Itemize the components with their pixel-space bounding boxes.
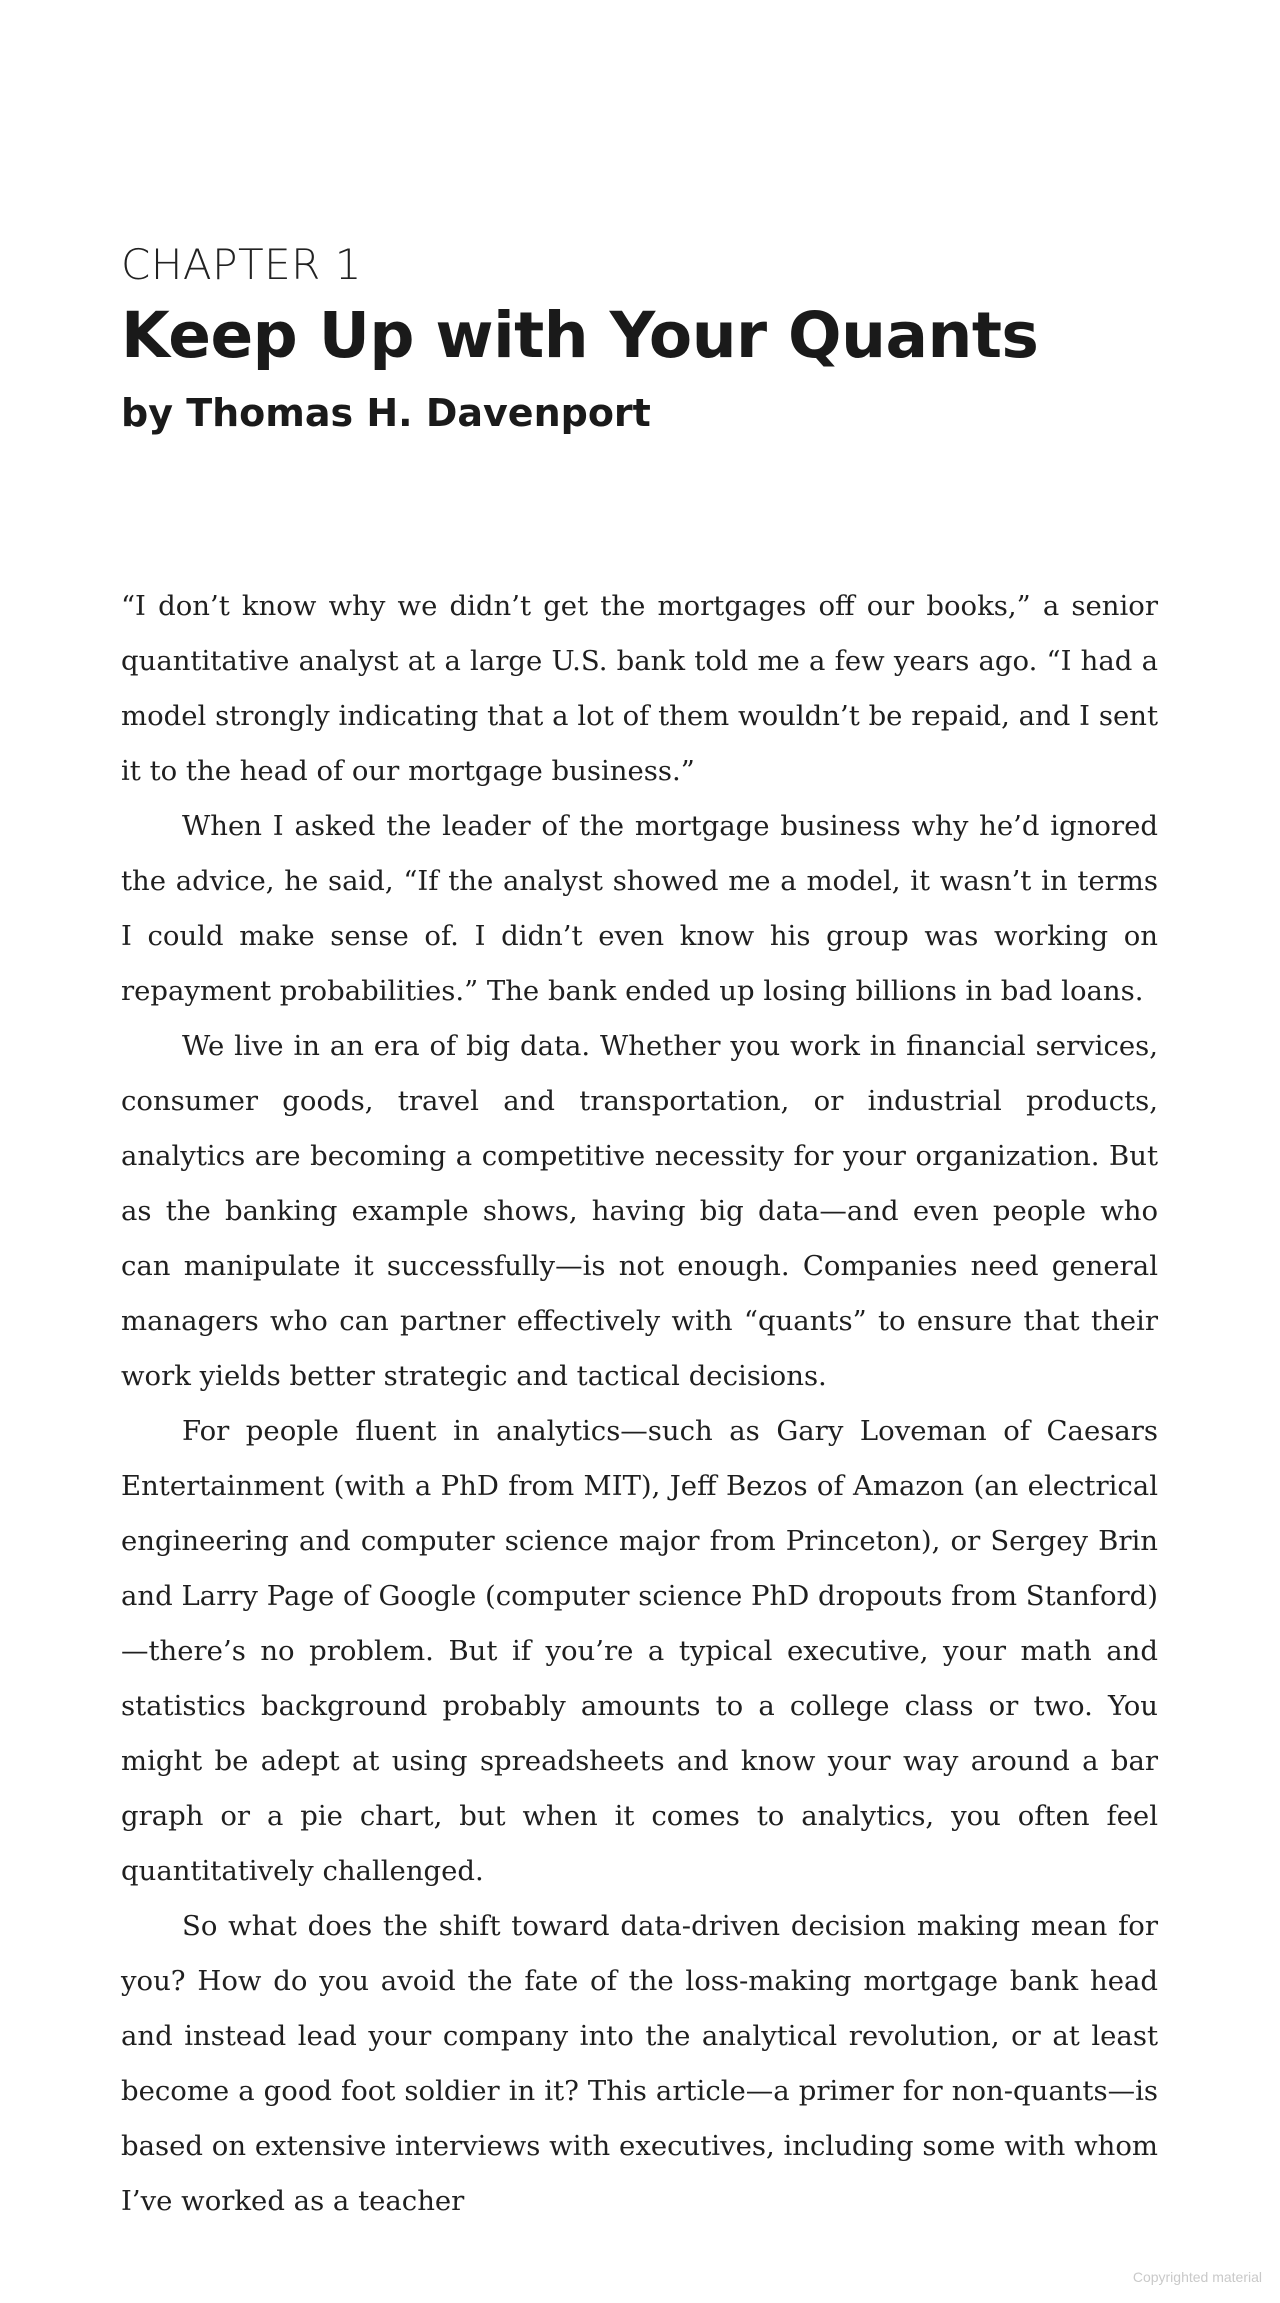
- paragraph: We live in an era of big data. Whether you work in financial services, consumer goods, travel and transportation, or industrial products, analytics are becoming a competitive necessity for your organization. But as the banking example shows, having big data—and even people who can manipulate it successfully—is not enough. Companies need general managers who can partner effectively with “quants” to ensure that their work yields better strategic and tactical decisions.: [121, 1030, 1158, 1392]
- chapter-body: [121, 579, 1158, 2229]
- paragraph: “I don’t know why we didn’t get the mortgages off our books,” a senior quantitative analyst at a large U.S. bank told me a few years ago. “I had a model strongly indicating that a lot of them wouldn’t be repaid, and I sent it to the head of our mortgage business.”: [121, 590, 1158, 787]
- paragraph: For people fluent in analytics—such as Gary Loveman of Caesars Entertainment (with a PhD from MIT), Jeff Bezos of Amazon (an electrical engineering and computer science major from Princeton), or Sergey Brin and Larry Page of Google (computer science PhD dropouts from Stanford)—there’s no problem. But if you’re a typical executive, your math and statistics background probably amounts to a college class or two. You might be adept at using spreadsheets and know your way around a bar graph or a pie chart, but when it comes to analytics, you often feel quantitatively challenged.: [121, 1415, 1158, 1887]
- paragraph: So what does the shift toward data-driven decision making mean for you? How do you avoid the fate of the loss-making mortgage bank head and instead lead your company into the analytical revolution, or at least become a good foot soldier in it? This article—a primer for non-quants—is based on extensive interviews with executives, including some with whom I’ve worked as a teacher: [121, 1910, 1158, 2217]
- paragraph: When I asked the leader of the mortgage business why he’d ignored the advice, he said, “If the analyst showed me a model, it wasn’t in terms I could make sense of. I didn’t even know his group was working on repayment probabilities.” The bank ended up losing billions in bad loans.: [121, 810, 1158, 1007]
- chapter-label: CHAPTER 1: [121, 240, 362, 289]
- copyright-watermark: Copyrighted material: [1132, 2269, 1262, 2285]
- author-byline: by Thomas H. Davenport: [121, 391, 651, 435]
- chapter-title: Keep Up with Your Quants: [121, 299, 1039, 372]
